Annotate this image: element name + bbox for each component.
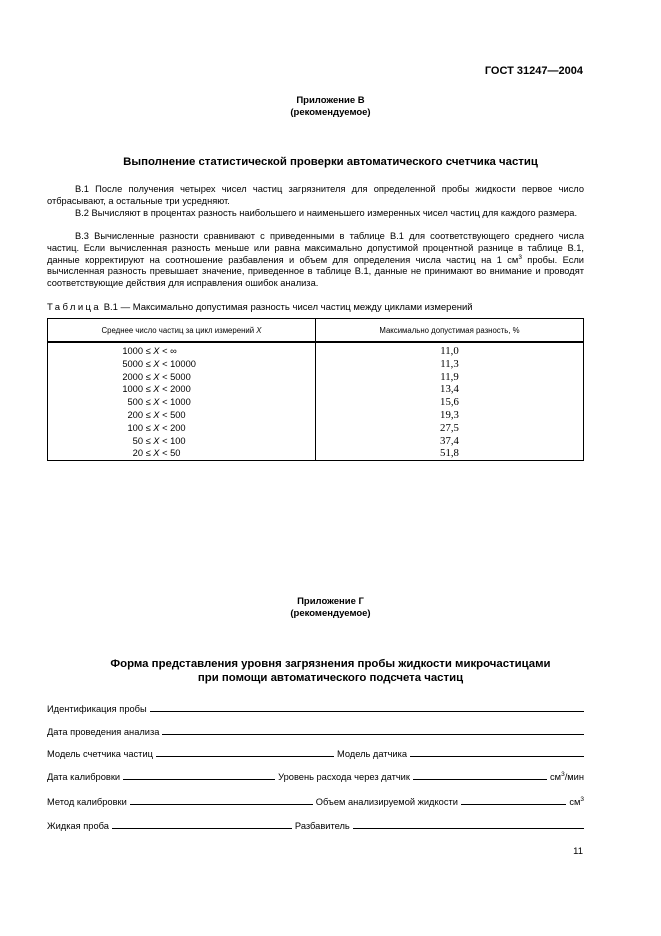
range-cell: 20 ≤ X < 50 — [48, 447, 316, 460]
table-header-avg-count: Среднее число частиц за цикл измерений X — [48, 319, 316, 343]
range-cell: 2000 ≤ X < 5000 — [48, 371, 316, 384]
table-header-max-diff: Максимально допустимая разность, % — [316, 319, 584, 343]
counter-model-field[interactable] — [156, 747, 334, 757]
document-id: ГОСТ 31247—2004 — [484, 65, 583, 77]
sensor-model-field[interactable] — [410, 747, 584, 757]
table-row — [48, 342, 584, 358]
paragraph-b3 — [47, 231, 584, 290]
max-diff-cell: 37,4 — [316, 435, 584, 448]
max-diff-cell: 27,5 — [316, 422, 584, 435]
form-row-sample-id — [47, 702, 584, 714]
liquid-volume-label: Объем анализируемой жидкости — [315, 797, 458, 807]
sample-id-label: Идентификация пробы — [47, 704, 147, 714]
form-row-models — [47, 747, 584, 759]
table-caption-label: Таблица — [47, 302, 102, 313]
table-row — [48, 422, 584, 435]
page-number: 11 — [573, 846, 583, 857]
paragraph-b1: В.1 После получения четырех чисел частиц загрязнителя для определенной пробы жидкости первое число отбрасывают, а остальные три усредняют. — [47, 184, 584, 206]
flow-rate-label: Уровень расхода через датчик — [278, 772, 410, 782]
max-diff-cell: 11,9 — [316, 371, 584, 384]
appendix-b-heading: Выполнение статистической проверки автоматического счетчика частиц — [123, 156, 538, 168]
form-row-analysis-date — [47, 725, 584, 737]
table-caption — [47, 302, 473, 313]
table-row — [48, 447, 584, 460]
range-cell: 100 ≤ X < 200 — [48, 422, 316, 435]
form-row-calibration — [47, 770, 584, 782]
diluent-label: Разбавитель — [294, 821, 350, 831]
sensor-model-label: Модель датчика — [336, 749, 408, 759]
appendix-b-title: Приложение В — [296, 95, 365, 106]
flow-rate-field[interactable] — [413, 770, 547, 780]
paragraph-b2: В.2 Вычисляют в процентах разность наибольшего и наименьшего измеренных чисел частиц для каждого размера. — [75, 208, 578, 218]
table-row — [48, 383, 584, 396]
paragraph-b3-text-1: В.3 Вычисленные разности сравнивают с приведенными в таблице В.1 для соответствующего среднего числа частиц. Если вычисленная разность меньше или равна максимально допустимой процентной разнице в таблице В.1, данные корректируют на соотношение разбавления и объем для определения числа частиц на 1 см — [47, 231, 584, 265]
table-row — [48, 358, 584, 371]
diluent-field[interactable] — [353, 819, 584, 829]
max-diff-cell: 13,4 — [316, 383, 584, 396]
cubic-superscript: 3 — [518, 253, 522, 261]
appendix-g-title: Приложение Г — [297, 596, 364, 607]
form-row-method — [47, 795, 584, 807]
range-cell: 200 ≤ X < 500 — [48, 409, 316, 422]
range-cell: 1000 ≤ X < 2000 — [48, 383, 316, 396]
table-row — [48, 396, 584, 409]
max-diff-cell: 19,3 — [316, 409, 584, 422]
form-row-liquid — [47, 819, 584, 831]
appendix-g-heading-line2: при помощи автоматического подсчета частиц — [197, 672, 464, 684]
range-cell: 5000 ≤ X < 10000 — [48, 358, 316, 371]
variable-x: X — [256, 325, 262, 335]
calibration-date-label: Дата калибровки — [47, 772, 121, 782]
table-row — [48, 435, 584, 448]
range-cell: 1000 ≤ X < ∞ — [48, 342, 316, 358]
range-cell: 50 ≤ X < 100 — [48, 435, 316, 448]
analysis-date-field[interactable] — [162, 725, 584, 735]
counter-model-label: Модель счетчика частиц — [47, 749, 153, 759]
sample-id-field[interactable] — [150, 702, 584, 712]
range-cell: 500 ≤ X < 1000 — [48, 396, 316, 409]
max-diff-cell: 51,8 — [316, 447, 584, 460]
max-diff-cell: 11,0 — [316, 342, 584, 358]
appendix-g-heading-line1: Форма представления уровня загрязнения пробы жидкости микрочастицами — [110, 658, 551, 670]
appendix-g-status: (рекомендуемое) — [290, 608, 371, 619]
appendix-b-status: (рекомендуемое) — [290, 107, 371, 118]
volume-unit: $см^3$ — [569, 795, 584, 807]
calibration-method-label: Метод калибровки — [47, 797, 127, 807]
paragraph-b3-text-2: пробы. Если вычисленная разность превышает значение, приведенное в таблице В.1, данные не принимают во внимание и проводят соответствующие действия для исправления ошибок анализа. — [47, 254, 584, 289]
liquid-sample-label: Жидкая проба — [47, 821, 109, 831]
table-header-row — [48, 319, 584, 343]
flow-unit: $см^3$/мин — [550, 770, 584, 782]
liquid-sample-field[interactable] — [112, 819, 292, 829]
max-diff-cell: 15,6 — [316, 396, 584, 409]
calibration-date-field[interactable] — [123, 770, 275, 780]
max-diff-cell: 11,3 — [316, 358, 584, 371]
table-b1 — [47, 318, 584, 461]
analysis-date-label: Дата проведения анализа — [47, 727, 160, 737]
calibration-method-field[interactable] — [130, 795, 313, 805]
liquid-volume-field[interactable] — [461, 795, 566, 805]
table-row — [48, 371, 584, 384]
table-row — [48, 409, 584, 422]
table-caption-text: В.1 — Максимально допустимая разность чисел частиц между циклами измерений — [101, 302, 473, 313]
